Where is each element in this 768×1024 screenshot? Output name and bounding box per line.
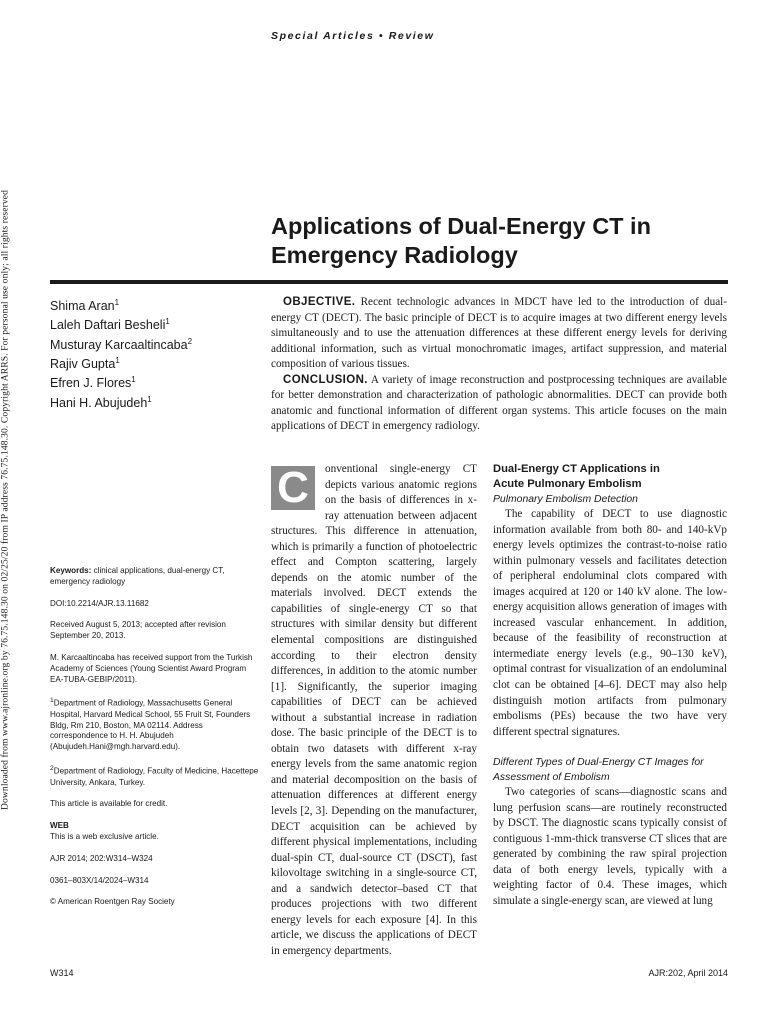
section-header: Special Articles • Review	[271, 30, 435, 42]
article-title-line2: Emergency Radiology	[271, 242, 518, 268]
affiliation-1: $^1$Department of Radiology, Massachusetts General Hospital, Harvard Medical School, 55 Fruit St, Founders Bldg, Rm 210, Boston, MA 02114. Address correspondence to H. H. Abujudeh (Abujudeh.Hani@mgh.harvard.edu).	[50, 697, 251, 752]
subheading-image-types: Different Types of Dual-Energy CT Images for Assessment of Embolism	[493, 757, 704, 784]
author: Musturay Karcaaltincaba$^2$	[50, 336, 193, 352]
paragraph-detection: The capability of DECT to use diagnostic information available from both 80- and 140-kVp energy levels optimizes the contrast-to-noise ratio within pulmonary vessels and facilitates detection of peripheral endoluminal clots compared with images acquired at 120 or 140 kV alone. The low-energy acquisition allows generation of images with increased vascular enhancement. In addition, because of the feasibility of reconstruction at intermediate energy levels (e.g., 90–130 keV), optimal contrast for visualization of an endoluminal clot can be obtained [4–6]. DECT may also help distinguish motion artifacts from pulmonary embolisms (PEs) because the two have very different spectral signatures.	[493, 508, 727, 738]
affiliation-2: $^2$Department of Radiology, Faculty of Medicine, Hacettepe University, Ankara, Turkey.	[50, 765, 259, 787]
drop-cap: C	[271, 466, 315, 510]
doi: DOI:10.2214/AJR.13.11682	[50, 598, 149, 608]
author: Laleh Daftari Besheli$^1$	[50, 317, 170, 333]
received-dates: Received August 5, 2013; accepted after revision September 20, 2013.	[50, 620, 226, 641]
conclusion-text: A variety of image reconstruction and postprocessing techniques are available for better demonstration and characterization of pathologic abnormalities. DECT can provide both anatomic and functional information of different organ systems. This article focuses on the main applications of DECT in emergency radiology.	[271, 373, 727, 432]
subheading-detection: Pulmonary Embolism Detection	[493, 494, 638, 505]
objective-label: OBJECTIVE.	[283, 296, 356, 308]
author: Shima Aran$^1$	[50, 298, 120, 314]
journal-issue: AJR:202, April 2014	[648, 968, 728, 978]
issn: 0361–803X/14/2024–W314	[50, 875, 149, 885]
citation: AJR 2014; 202:W314–W324	[50, 853, 153, 863]
author: Efren J. Flores$^1$	[50, 375, 136, 391]
download-notice	[0, 170, 11, 830]
paragraph-image-types: Two categories of scans—diagnostic scans and lung perfusion scans—are routinely reconstructed by DSCT. The diagnostic scans typically consist of contiguous 1-mm-thick transverse CT slices that are generated by combining the raw spiral projection data of both energy levels, typically with a weighting factor of 0.4. These images, which simulate a single-energy scan, are viewed at lung	[493, 786, 727, 908]
web-note: This is a web exclusive article.	[50, 831, 159, 841]
page-number: W314	[50, 968, 74, 978]
abstract	[271, 295, 727, 435]
web-heading: WEB	[50, 821, 69, 831]
credit-note: This article is available for credit.	[50, 799, 168, 809]
body-column-2	[493, 462, 727, 910]
author: Rajiv Gupta$^1$	[50, 356, 120, 372]
author: Hani H. Abujudeh$^1$	[50, 394, 152, 410]
copyright: © American Roentgen Ray Society	[50, 897, 175, 907]
article-title	[271, 212, 731, 270]
article-title-line1: Applications of Dual-Energy CT in	[271, 213, 651, 239]
author-list	[50, 295, 192, 411]
body-column-1	[271, 462, 477, 960]
funding-note: M. Karcaaltincaba has received support from the Turkish Academy of Sciences (Young Scientist Award Program EA-TUBA-GEBIP/2011).	[50, 652, 253, 684]
conclusion-label: CONCLUSION.	[283, 373, 368, 386]
article-meta	[50, 566, 260, 919]
section-heading: Dual-Energy CT Applications in Acute Pulmonary Embolism	[493, 463, 660, 490]
intro-paragraph: onventional single-energy CT depicts various anatomic regions on the basis of differences in x-ray attenuation between adjacent structures. This difference in attenuation, which is primarily a function of photoelectric effect and Compton scattering, largely depends on the atomic number of the materials involved. DECT extends the capabilities of single-energy CT so that structures with similar density but different elemental compositions are distinguished according to their electron density differences, in addition to the atomic number [1]. Significantly, the superior imaging capabilities of DECT can be achieved without a substantial increase in radiation dose. The basic principle of the DECT is to obtain two datasets with different x-ray energy levels from the same anatomic region and material decomposition on the basis of attenuation differences at different energy levels [2, 3]. Depending on the manufacturer, DECT acquisition can be achieved by different physical implementations, including dual-spin CT, dual-source CT (DSCT), fast kilovoltage switching in a single-source CT, and a sandwich detector–based CT that produces projections with two different energy levels for each exposure [4]. In this article, we discuss the applications of DECT in emergency departments.	[271, 463, 477, 957]
objective-text: Recent technologic advances in MDCT have led to the introduction of dual-energy CT (DECT). The basic principle of DECT is to acquire images at two different energy levels simultaneously and to use the attenuation differences at these different energy levels for deriving additional information, such as virtual monochromatic images, artifact suppression, and material composition of various tissues.	[271, 296, 727, 370]
title-rule	[50, 280, 728, 284]
keywords: Keywords: clinical applications, dual-energy CT, emergency radiology	[50, 566, 225, 586]
download-notice-text: Downloaded from www.ajronline.org by 76.75.148.30 on 02/25/20 from IP address 76.75.148.30. Copyright ARRS. For personal use only; all rights reserved	[0, 189, 11, 811]
